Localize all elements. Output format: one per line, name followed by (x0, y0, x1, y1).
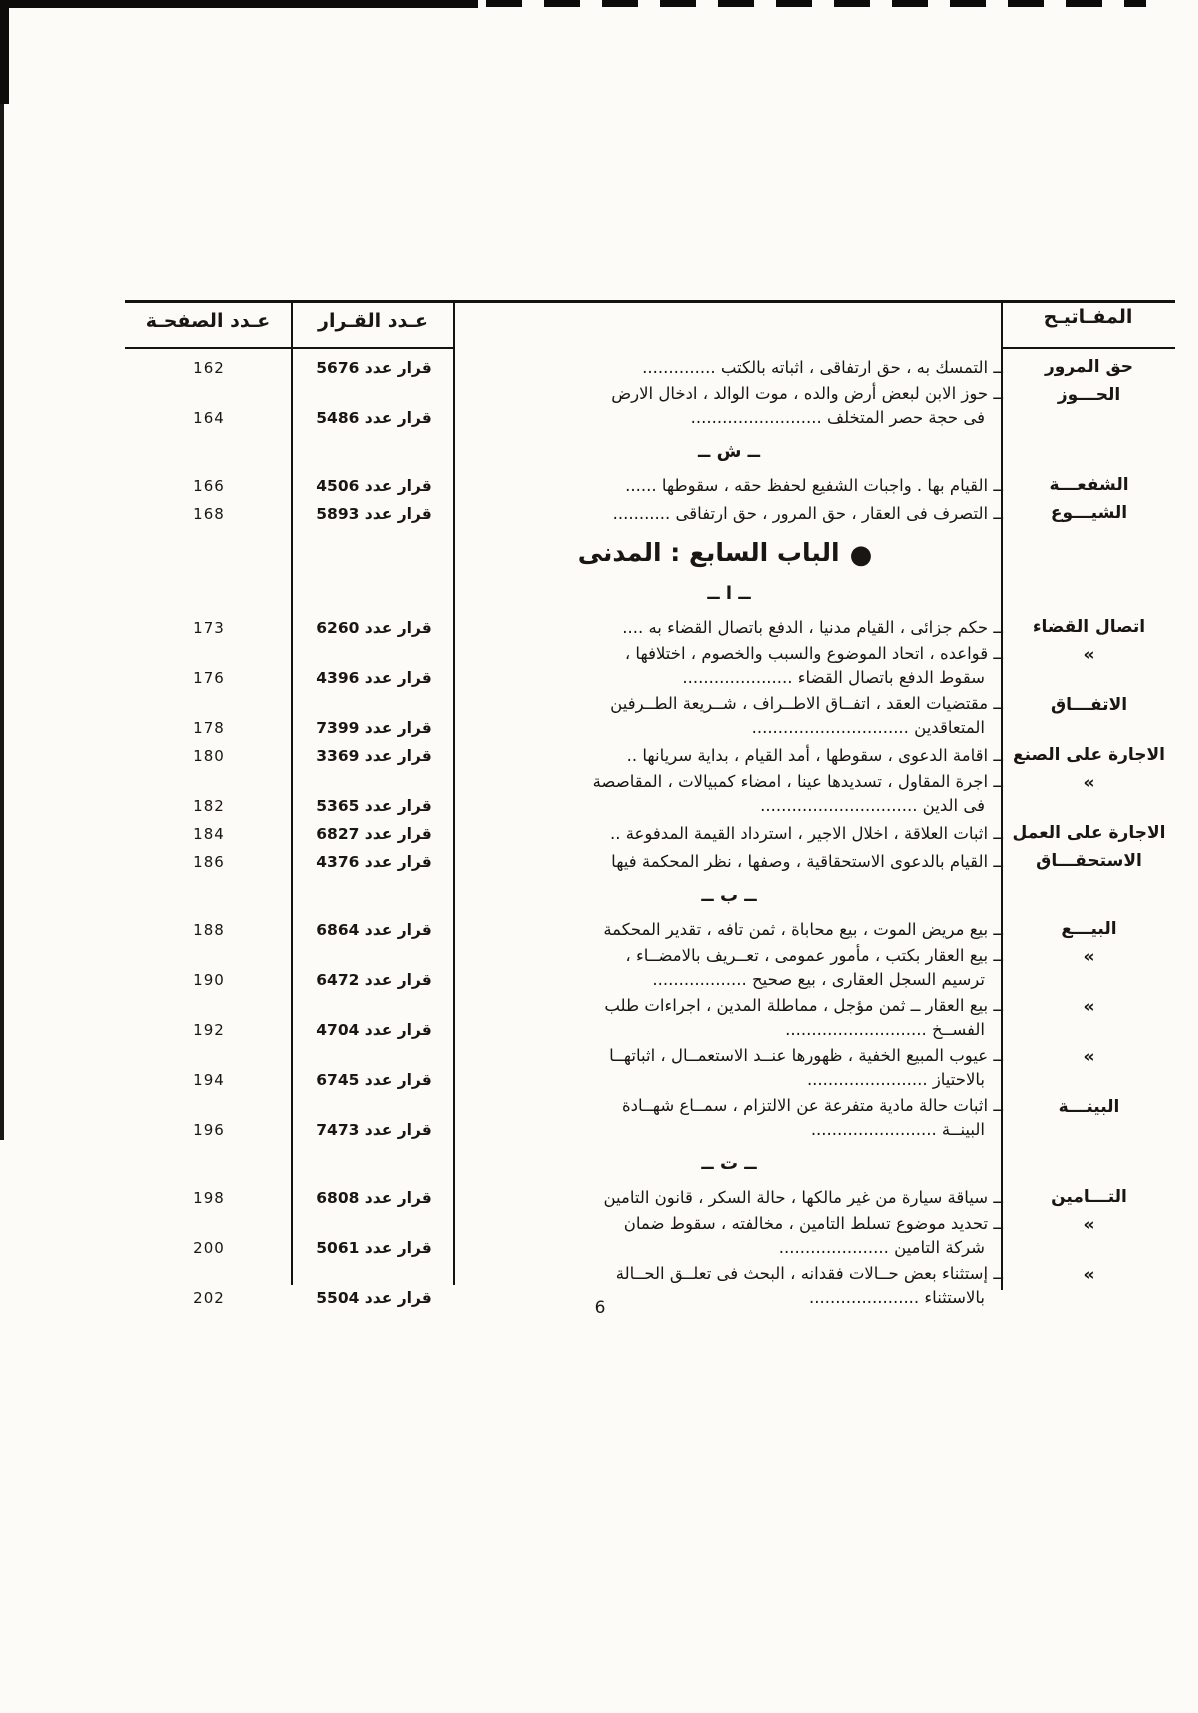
entry-page-number: 196 (193, 1121, 225, 1139)
scan-artifact-left-bar (0, 0, 9, 104)
entry-decision-number: قرار عدد 5061 (316, 1239, 432, 1257)
entry-description-line: ــ إستثناء بعض حــالات فقدانه ، البحث فى تعلــق الحــالة (615, 1264, 1003, 1283)
table-row (125, 1212, 1175, 1260)
entry-page-number: 182 (193, 797, 225, 815)
entry-decision-number: قرار عدد 5893 (316, 505, 432, 523)
entry-decision-number: قرار عدد 5486 (316, 409, 432, 427)
entry-topic: » (1083, 1265, 1095, 1285)
entry-description (455, 744, 1003, 768)
letter-section-header: ــ ش ــ (698, 441, 760, 462)
entry-decision-number: قرار عدد 4376 (316, 853, 432, 871)
entry-page-number: 162 (193, 359, 225, 377)
entry-description (455, 822, 1003, 846)
entry-decision-number: قرار عدد 7473 (316, 1121, 432, 1139)
entry-description (455, 502, 1003, 526)
entry-decision-number: قرار عدد 6472 (316, 971, 432, 989)
entry-topic: الاتفـــاق (1050, 695, 1128, 715)
entry-topic: » (1083, 773, 1095, 793)
entry-description-line: شركة التامين ..................... (778, 1238, 985, 1257)
entry-topic: » (1083, 1047, 1095, 1067)
entry-description (455, 382, 1003, 430)
table-row (125, 1044, 1175, 1092)
entry-description-line: ــ بيع مريض الموت ، بيع محاباة ، ثمن تافه ، تقدير المحكمة (603, 920, 1003, 939)
entry-page-number: 178 (193, 719, 225, 737)
entry-page-number: 192 (193, 1021, 225, 1039)
entry-decision-number: قرار عدد 3369 (316, 747, 432, 765)
entry-description-line: البينــة ........................ (810, 1120, 985, 1139)
entry-page-number: 200 (193, 1239, 225, 1257)
entry-page-number: 180 (193, 747, 225, 765)
entry-description (455, 616, 1003, 640)
entry-topic: الشيـــوع (1050, 503, 1128, 523)
entry-description-line: ترسيم السجل العقارى ، بيع صحيح .................. (652, 970, 985, 989)
entry-topic: حق المرور (1044, 357, 1134, 377)
table-row (125, 916, 1175, 942)
entry-topic: الاستحقـــاق (1036, 851, 1142, 871)
table-body (125, 354, 1175, 1312)
entry-decision-number: قرار عدد 4506 (316, 477, 432, 495)
entry-description-line: ــ حوز الابن لبعض أرض والده ، موت الوالد ، ادخال الارض (611, 384, 1003, 403)
letter-section-header: ــ ت ــ (701, 1153, 757, 1174)
table-row (125, 770, 1175, 818)
entry-page-number: 188 (193, 921, 225, 939)
table-row (125, 848, 1175, 874)
entry-page-number: 202 (193, 1289, 225, 1307)
scan-artifact-top-bar (0, 0, 478, 8)
table-row (125, 614, 1175, 640)
entry-page-number: 168 (193, 505, 225, 523)
entry-description (455, 692, 1003, 740)
column-header-decision-number: عـدد القـرار (318, 310, 428, 332)
column-header-keys: المفـاتيـح (1043, 306, 1133, 328)
entry-page-number: 166 (193, 477, 225, 495)
entry-page-number: 184 (193, 825, 225, 843)
entry-page-number: 194 (193, 1071, 225, 1089)
entry-topic: الشفعـــة (1049, 475, 1129, 495)
entry-description-line: ــ القيام بها . واجبات الشفيع لحفظ حقه ، سقوطها ...... (625, 476, 1003, 495)
entry-page-number: 186 (193, 853, 225, 871)
table-row (125, 354, 1175, 380)
table-row (125, 472, 1175, 498)
entry-description (455, 1186, 1003, 1210)
entry-description (455, 642, 1003, 690)
entry-description (455, 1212, 1003, 1260)
column-header-page-number: عـدد الصفحـة (145, 310, 271, 332)
page-number: 6 (594, 1298, 606, 1318)
entry-description-line: ــ اجرة المقاول ، تسديدها عينا ، امضاء كمبيالات ، المقاصصة (592, 772, 1003, 791)
entry-description-line: الفســخ ........................... (785, 1020, 985, 1039)
entry-description-line: ــ اثبات حالة مادية متفرعة عن الالتزام ، سمــاع شهــادة (622, 1096, 1003, 1115)
entry-decision-number: قرار عدد 6827 (316, 825, 432, 843)
table-row (125, 944, 1175, 992)
letter-section-header: ــ ب ــ (701, 885, 757, 906)
entry-description-line: ــ سياقة سيارة من غير مالكها ، حالة السكر ، قانون التامين (603, 1188, 1003, 1207)
entry-page-number: 190 (193, 971, 225, 989)
entry-decision-number: قرار عدد 5504 (316, 1289, 432, 1307)
table-row (125, 692, 1175, 740)
entry-topic: البيـــع (1061, 919, 1117, 939)
entry-description (455, 1262, 1003, 1310)
entry-description (455, 1094, 1003, 1142)
entry-description-line: ــ التمسك به ، حق ارتفاقى ، اثباته بالكتب .............. (642, 358, 1003, 377)
table-row (125, 382, 1175, 430)
table-top-rule (125, 300, 1175, 303)
entry-description-line: ــ حكم جزائى ، القيام مدنيا ، الدفع باتصال القضاء به .... (622, 618, 1003, 637)
entry-topic: البينـــة (1058, 1097, 1120, 1117)
entry-decision-number: قرار عدد 6808 (316, 1189, 432, 1207)
entry-description-line: المتعاقدين .............................. (751, 718, 985, 737)
scan-artifact-page-edge (0, 0, 4, 1140)
entry-description-line: بالاحتياز ....................... (806, 1070, 985, 1089)
entry-description (455, 1044, 1003, 1092)
table-row (125, 642, 1175, 690)
entry-decision-number: قرار عدد 6864 (316, 921, 432, 939)
chapter-bullet-icon: ● (849, 540, 873, 570)
entry-description-line: ــ مقتضيات العقد ، اتفــاق الاطــراف ، شــريعة الطــرفين (610, 694, 1003, 713)
table-row (125, 742, 1175, 768)
entry-topic: » (1083, 645, 1095, 665)
entry-description-line: ــ التصرف فى العقار ، حق المرور ، حق ارتفاقى ........... (612, 504, 1003, 523)
letter-section-header: ــ ا ــ (707, 583, 751, 604)
entry-description-line: بالاستثناء ..................... (809, 1288, 985, 1307)
entry-decision-number: قرار عدد 4704 (316, 1021, 432, 1039)
entry-topic: الاجارة على العمل (1012, 823, 1166, 843)
entry-description-line: سقوط الدفع باتصال القضاء ..................... (682, 668, 985, 687)
entry-topic: اتصال القضاء (1032, 617, 1146, 637)
entry-topic: الاجارة على الصنع (1012, 745, 1166, 765)
entry-decision-number: قرار عدد 6260 (316, 619, 432, 637)
chapter-title: الباب السابع : المدنى (577, 538, 840, 567)
table-row (125, 1094, 1175, 1142)
entry-description (455, 770, 1003, 818)
entry-page-number: 173 (193, 619, 225, 637)
entry-decision-number: قرار عدد 6745 (316, 1071, 432, 1089)
entry-topic: الحـــوز (1057, 385, 1121, 405)
header-underline-left (125, 347, 455, 349)
table-row (125, 994, 1175, 1042)
header-underline-right (1001, 347, 1175, 349)
entry-page-number: 176 (193, 669, 225, 687)
entry-description-line: ــ بيع العقار ــ ثمن مؤجل ، مماطلة المدين ، اجراءات طلب (604, 996, 1003, 1015)
entry-topic: » (1083, 1215, 1095, 1235)
table-row (125, 1184, 1175, 1210)
entry-description-line: ــ قواعده ، اتحاد الموضوع والسبب والخصوم ، اختلافها ، (624, 644, 1003, 663)
scan-artifact-top-dashes (486, 0, 1146, 7)
chapter-header (405, 536, 1045, 572)
entry-page-number: 164 (193, 409, 225, 427)
table-row (125, 820, 1175, 846)
entry-description-line: ــ عيوب المبيع الخفية ، ظهورها عنــد الاستعمــال ، اثباتهــا (609, 1046, 1003, 1065)
table-row (125, 1262, 1175, 1310)
entry-decision-number: قرار عدد 7399 (316, 719, 432, 737)
entry-description (455, 850, 1003, 874)
entry-decision-number: قرار عدد 4396 (316, 669, 432, 687)
entry-topic: التـــامين (1051, 1187, 1127, 1207)
entry-topic: » (1083, 997, 1095, 1017)
entry-description (455, 356, 1003, 380)
entry-description-line: ــ اثبات العلاقة ، اخلال الاجير ، استرداد القيمة المدفوعة .. (609, 824, 1003, 843)
entry-description-line: فى حجة حصر المتخلف ......................... (690, 408, 985, 427)
entry-description-line: ــ اقامة الدعوى ، سقوطها ، أمد القيام ، بداية سريانها .. (626, 746, 1003, 765)
table-row (125, 500, 1175, 526)
entry-decision-number: قرار عدد 5676 (316, 359, 432, 377)
entry-page-number: 198 (193, 1189, 225, 1207)
entry-description-line: ــ بيع العقار بكتب ، مأمور عمومى ، تعــريف بالامضــاء ، (625, 946, 1003, 965)
entry-description-line: ــ تحديد موضوع تسلط التامين ، مخالفته ، سقوط ضمان (623, 1214, 1003, 1233)
entry-topic: » (1083, 947, 1095, 967)
entry-description (455, 474, 1003, 498)
entry-description-line: ــ القيام بالدعوى الاستحقاقية ، وصفها ، نظر المحكمة فيها (611, 852, 1003, 871)
entry-decision-number: قرار عدد 5365 (316, 797, 432, 815)
entry-description-line: فى الدين .............................. (760, 796, 985, 815)
entry-description (455, 918, 1003, 942)
entry-description (455, 944, 1003, 992)
entry-description (455, 994, 1003, 1042)
